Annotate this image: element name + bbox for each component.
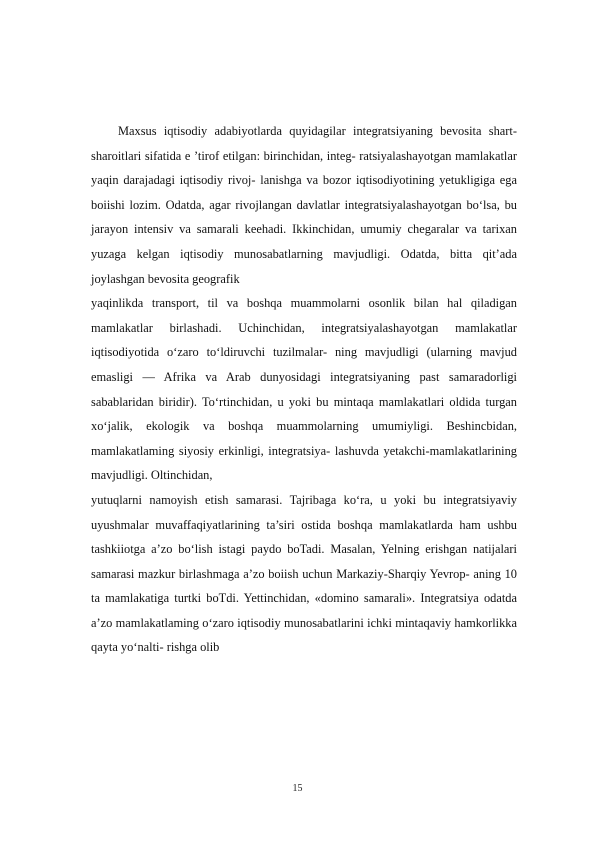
paragraph-1: Maxsus iqtisodiy adabiyotlarda quyidagilar integratsiyaning bevosita shart-sharoitlari sifatida e ’tirof etilgan: birinchidan, integ- ratsiyalashayotgan mamlakatlar yaqin darajadagi iqtisodiy rivoj- lanishga va bozor iqtisodiyotining yetukligiga ega boiishi lozim. Odatda, agar rivojlangan davlatlar integratsiyalashayotgan bo‘lsa, bu jarayon intensiv va samarali keehadi. Ikkinchidan, umumiy chegaralar va tarixan yuzaga kelgan iqtisodiy munosabatlarning mavjudligi. Odatda, bitta qit’ada joylashgan bevosita geografik — [91, 124, 517, 286]
body-text — [91, 119, 517, 660]
page-number: 15 — [292, 783, 303, 794]
paragraph-3: yutuqlarni namoyish etish samarasi. Tajribaga ko‘ra, u yoki bu integratsiyaviy uyushmalar muvaffaqiyatlarining ta’siri ostida boshqa mamlakatlarda ham ushbu tashkiiotga a’zo bo‘lish istagi paydo boTadi. Masalan, Yelning erishgan natijalari samarasi mazkur birlashmaga a’zo boiish uchun Markaziy-Sharqiy Yevrop- aning 10 ta mamlakatiga turtki boTdi. Yettinchidan, «domino samarali». Integratsiya odatda a’zo mamlakatlaming o‘zaro iqtisodiy munosabatlarini ichki mintaqaviy hamkorlikka qayta yo‘nalti- rishga olib — [91, 492, 517, 655]
paragraph-2: yaqinlikda transport, til va boshqa muammolarni osonlik bilan hal qiladigan mamlakatlar birlashadi. Uchinchidan, integratsiyalashayotgan mamlakatlar iqtisodiyotida o‘zaro to‘ldiruvchi tuzilmalar- ning mavjudligi (ularning mavjud emasligi — Afrika va Arab dunyosidagi integratsiyaning past samaradorligi sabablaridan biridir). To‘rtinchidan, u yoki bu mintaqa mamlakatlari oldida turgan xo‘jalik, ekologik va boshqa muammolarning umumiyligi. Beshincbidan, mamlakatlaming siyosiy erkinligi, integratsiya- lashuvda yetakchi-mamlakatlarining mavjudligi. Oltinchidan, — [91, 296, 517, 483]
